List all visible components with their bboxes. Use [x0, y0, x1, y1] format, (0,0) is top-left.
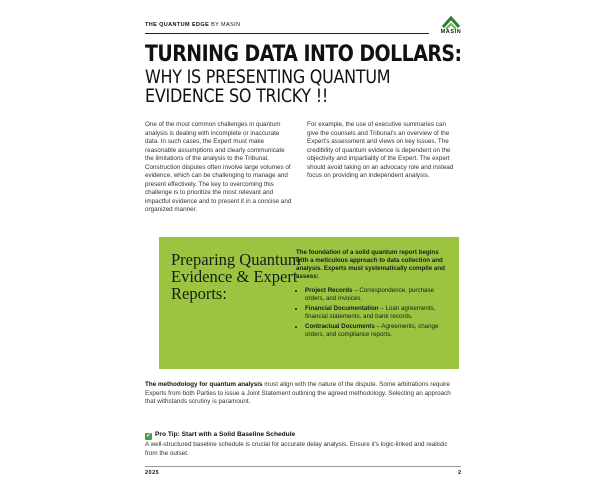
methodology-rest: must align with the nature of the dispute. Some arbitrations require Experts from both Parties to issue a Joint Statement outlining the agreed methodology. Selecting an approach that withstands scrutiny is paramount. — [145, 381, 451, 405]
list-item-term: Project Records — [305, 287, 353, 294]
check-mark-icon: ✓ — [145, 433, 152, 439]
methodology-paragraph — [145, 381, 455, 407]
brand-bold: THE QUANTUM EDGE — [145, 22, 210, 28]
intro-left-paragraph: One of the most common challenges in quantum analysis is dealing with incomplete or inaccurate data. In such cases, the Expert must make reasonable assumptions and clearly communicate the limitations of the analysis to the Tribunal. Construction disputes often involve large volumes of evidence, which can be challenging to manage and present effectively. The key to overcoming this challenge is to prioritize the most relevant and impactful evidence and to present it in a concise and organized manner. — [145, 121, 292, 213]
brand-rest: BY MASIN — [209, 22, 241, 28]
page-title: TURNING DATA INTO DOLLARS: — [145, 42, 462, 67]
list-item-desc: – Agreements, change orders, and compliance reports. — [305, 323, 439, 338]
callout-heading: Preparing Quantum Evidence & Expert Reports: — [171, 250, 301, 303]
callout-content — [296, 249, 448, 341]
callout-box — [159, 237, 459, 369]
list-item-term: Financial Documentation — [305, 305, 379, 312]
pro-tip-text: A well-structured baseline schedule is crucial for accurate delay analysis. Ensure it's logic-linked and realistic from the outset. — [145, 441, 448, 457]
list-item-term: Contractual Documents — [305, 323, 375, 330]
methodology-lead: The methodology for quantum analysis — [145, 381, 263, 388]
list-item-desc: – Loan agreements, financial statements, and bank records. — [305, 305, 436, 320]
intro-right-paragraph: For example, the use of executive summaries can give the counsels and Tribunal's an overview of the Expert's assessment and views on key issues. The credibility of quantum evidence is dependent on the objectivity and impartiality of the Expert. The expert should avoid taking on an advocacy role and instead focus on providing an independent analysis. — [307, 121, 454, 179]
pro-tip-title — [145, 431, 455, 440]
list-item — [305, 287, 448, 303]
footer-divider — [145, 466, 461, 467]
callout-list — [296, 287, 448, 339]
footer-year: 2025 — [145, 470, 160, 476]
list-item — [305, 305, 448, 321]
pro-tip-title-text: Pro Tip: Start with a Solid Baseline Schedule — [155, 431, 296, 438]
page-subtitle — [145, 68, 447, 106]
header-brand — [145, 22, 240, 28]
page-number: 2 — [457, 470, 461, 476]
list-item-desc: – Correspondence, purchase orders, and invoices. — [305, 287, 434, 302]
list-item — [305, 323, 448, 339]
header-divider — [145, 33, 429, 34]
logo-text: MASIN — [440, 29, 462, 35]
callout-intro: The foundation of a solid quantum report begins with a meticulous approach to data collection and analysis. Experts must systematically compile and assess: — [296, 249, 445, 280]
document-page — [113, 0, 488, 500]
subtitle-line-1: WHY IS PRESENTING QUANTUM — [145, 66, 391, 88]
subtitle-line-2: EVIDENCE SO TRICKY !! — [145, 85, 329, 107]
